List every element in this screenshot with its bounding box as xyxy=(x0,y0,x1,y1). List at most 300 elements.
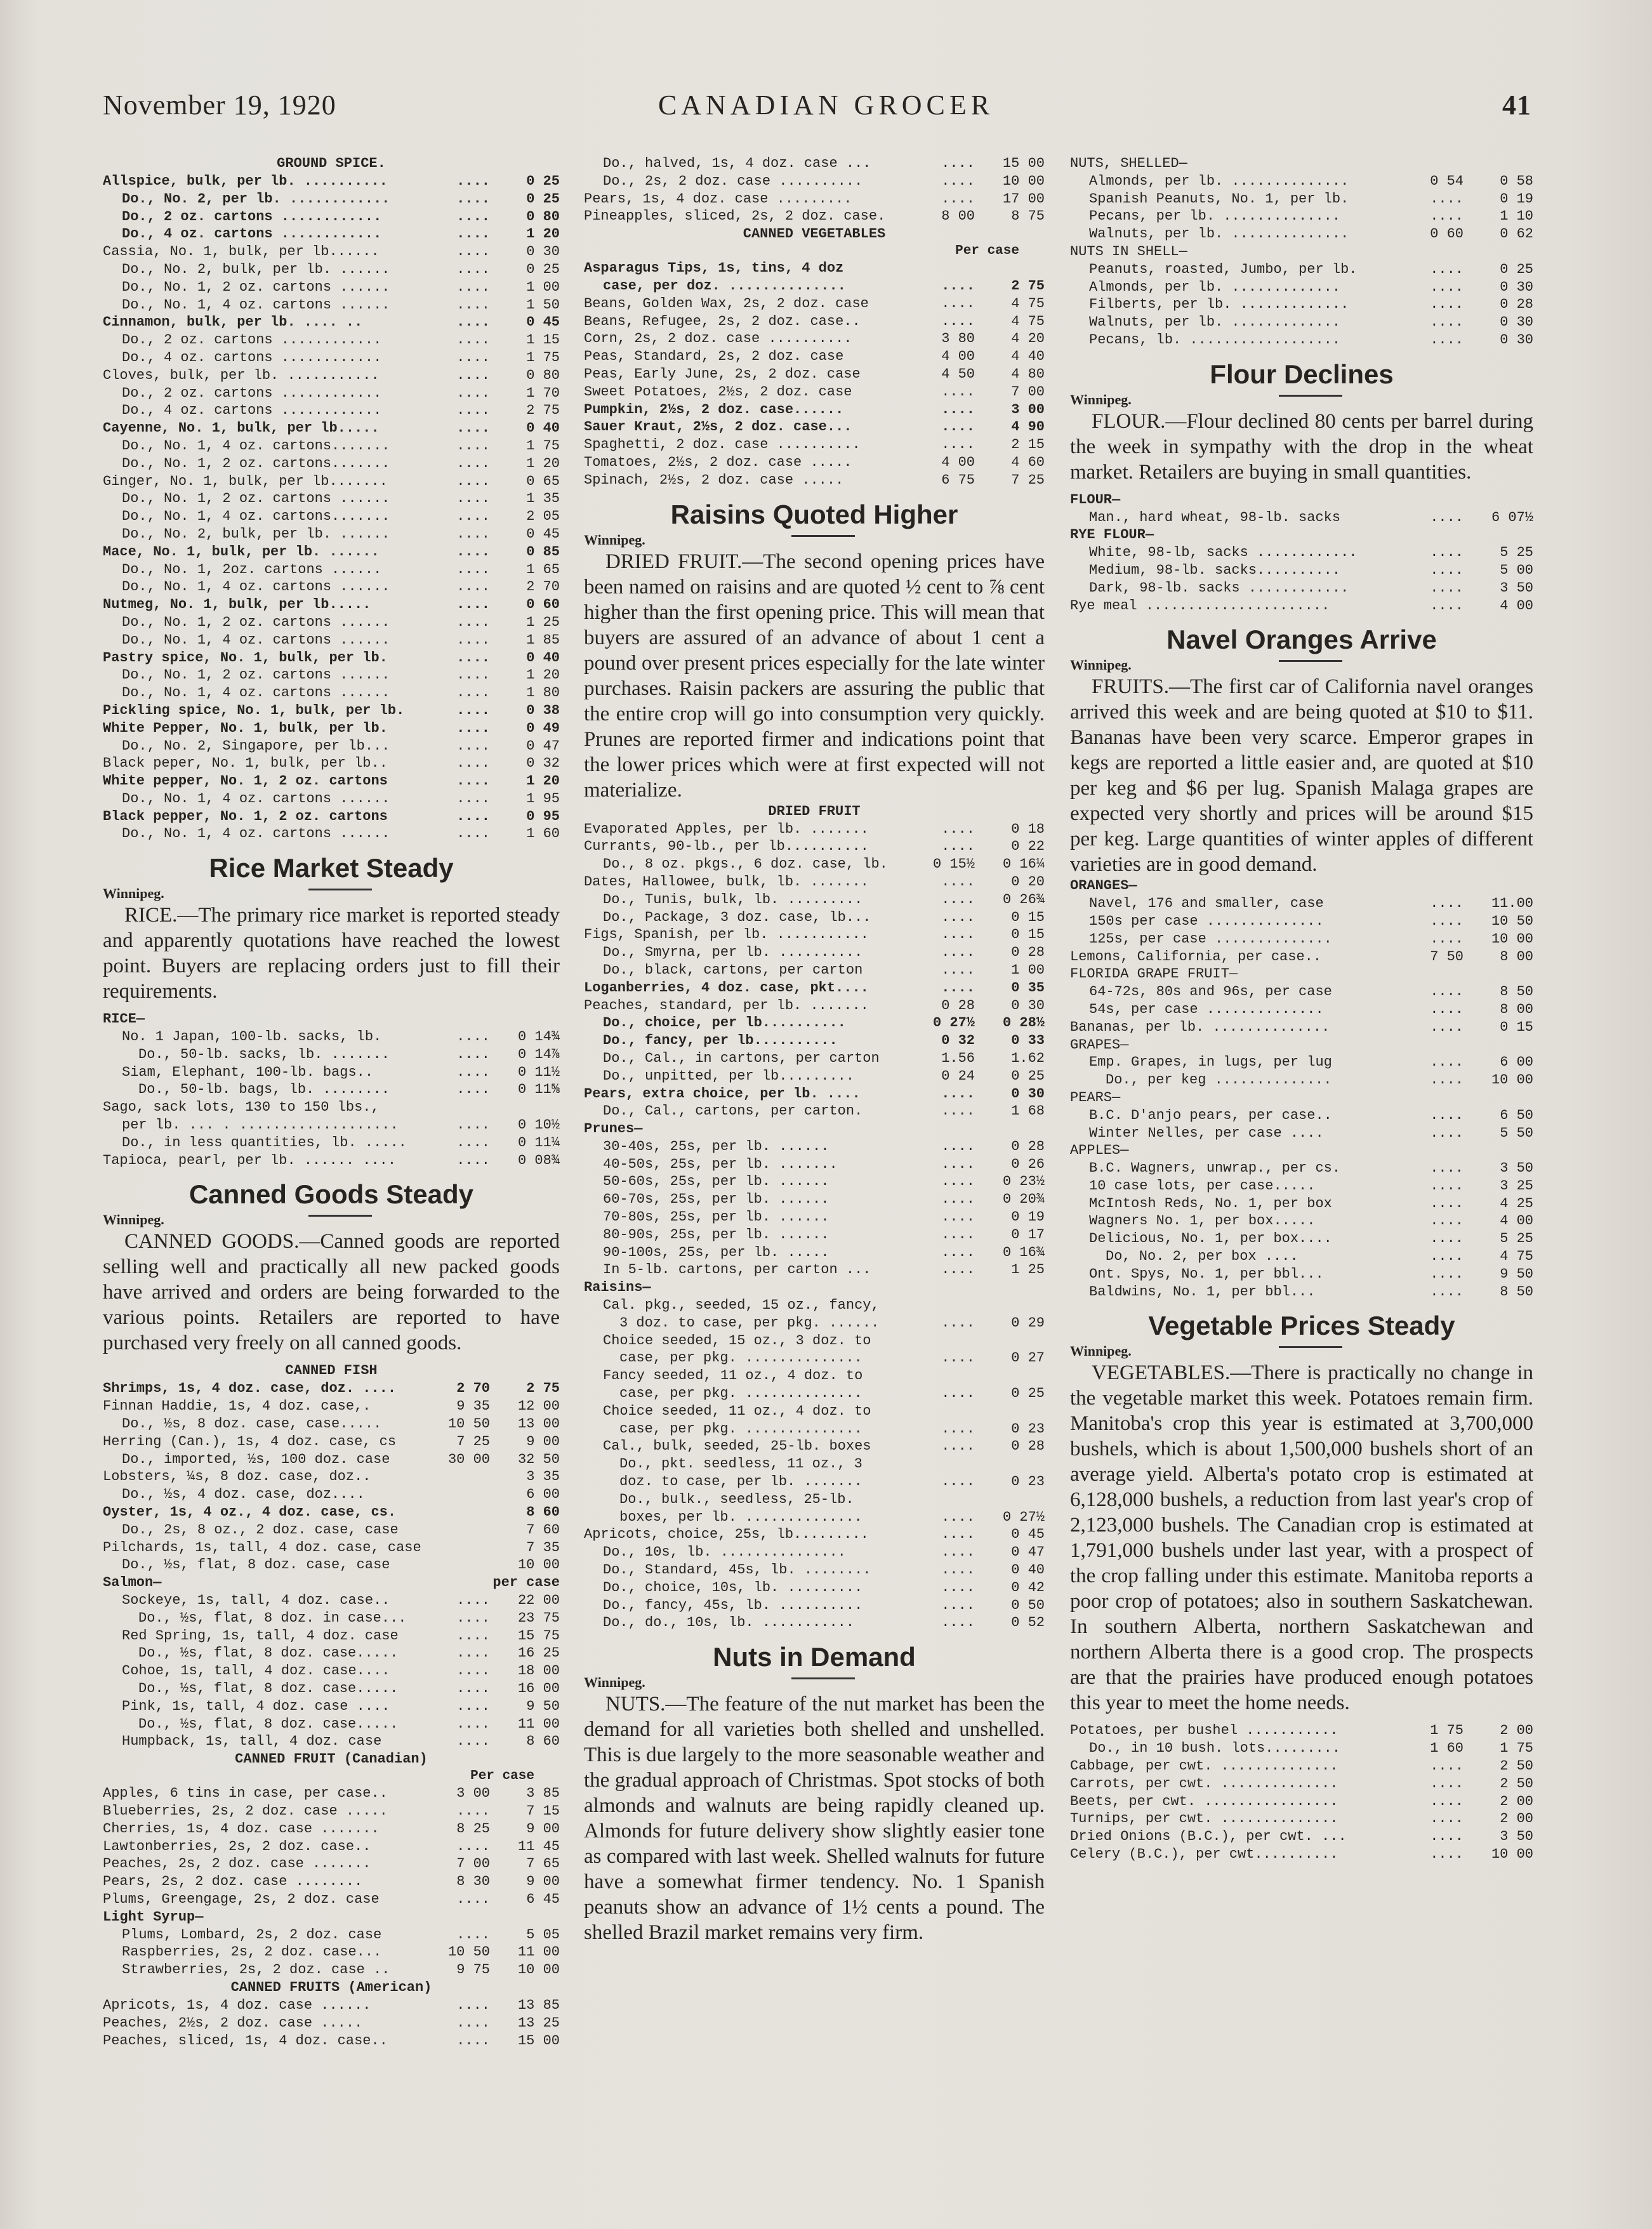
price-high: 0 20¾ xyxy=(1002,1191,1045,1208)
price-high: 10 00 xyxy=(1491,930,1533,947)
price-low: 30 00 xyxy=(447,1451,490,1467)
price-item-label: Do., Package, 3 doz. case, lb... xyxy=(603,909,871,925)
price-item-label: Black pepper, No. 1, 2 oz. cartons xyxy=(103,808,388,824)
price-item-label: Potatoes, per bushel ........... xyxy=(1070,1723,1338,1739)
price-low: .... xyxy=(941,1579,975,1596)
price-high: 0 10½ xyxy=(517,1117,560,1134)
price-item-label: NUTS, SHELLED— xyxy=(1070,155,1187,171)
price-high: 4 60 xyxy=(1011,454,1045,470)
price-high: 7 35 xyxy=(526,1539,560,1556)
price-row xyxy=(103,772,560,790)
price-row xyxy=(584,891,1045,909)
price-high: 0 45 xyxy=(526,314,560,331)
price-low: .... xyxy=(1430,1054,1464,1071)
price-high: 13 85 xyxy=(517,1997,560,2013)
spacer xyxy=(103,1004,560,1010)
column-left xyxy=(103,155,560,2049)
price-high: 0 25 xyxy=(526,261,560,277)
price-low: .... xyxy=(456,1891,490,1907)
price-high: 4 75 xyxy=(1011,295,1045,312)
price-low: .... xyxy=(941,1262,975,1278)
price-high: 1.62 xyxy=(1011,1050,1045,1066)
price-low: .... xyxy=(456,226,490,242)
price-item-label: Do., No. 2, per lb. ............ xyxy=(122,190,390,207)
price-row xyxy=(1070,279,1533,296)
article-headline: Flour Declines xyxy=(1210,359,1394,389)
price-row xyxy=(103,1046,560,1064)
price-item-label: Cherries, 1s, 4 doz. case ....... xyxy=(103,1820,380,1837)
price-row xyxy=(584,1191,1045,1208)
price-item-label: Evaporated Apples, per lb. ....... xyxy=(584,821,869,837)
price-high: 6 50 xyxy=(1500,1107,1533,1123)
price-low: .... xyxy=(1430,930,1464,947)
price-item-label: Tomatoes, 2½s, 2 doz. case ..... xyxy=(584,454,852,470)
price-row xyxy=(103,1873,560,1891)
price-row xyxy=(103,1802,560,1820)
price-high: 15 75 xyxy=(517,1627,560,1644)
price-item-label: ORANGES— xyxy=(1070,878,1137,894)
price-high: 0 27½ xyxy=(1002,1509,1045,1525)
price-row xyxy=(1070,1001,1533,1019)
price-item-label: Sockeye, 1s, tall, 4 doz. case.. xyxy=(122,1592,390,1609)
price-row xyxy=(584,348,1045,366)
price-item-label: case, per pkg. .............. xyxy=(619,1420,862,1437)
price-high: 5 50 xyxy=(1500,1125,1533,1141)
price-row xyxy=(584,1438,1045,1455)
price-row xyxy=(103,1644,560,1662)
price-high: 0 60 xyxy=(526,597,560,613)
price-item-label: Do., 2 oz. cartons ............ xyxy=(122,385,382,401)
price-row xyxy=(584,1367,1045,1385)
price-item-label: 50-60s, 25s, per lb. ...... xyxy=(603,1174,829,1190)
price-high: 8 50 xyxy=(1500,1283,1533,1300)
price-item-label: Pears, extra choice, per lb. .... xyxy=(584,1085,861,1102)
price-row xyxy=(103,2014,560,2032)
price-item-label: 125s, per case .............. xyxy=(1089,930,1332,947)
article-headline: Raisins Quoted Higher xyxy=(670,499,958,529)
price-item-label: Pilchards, 1s, tall, 4 doz. case, case xyxy=(103,1539,421,1556)
price-low: .... xyxy=(456,349,490,366)
price-row xyxy=(103,261,560,279)
price-item-label: Pastry spice, No. 1, bulk, per lb. xyxy=(103,649,388,666)
price-row xyxy=(103,173,560,190)
price-item-label: No. 1 Japan, 100-lb. sacks, lb. xyxy=(122,1029,382,1045)
price-row xyxy=(103,632,560,649)
price-low: .... xyxy=(456,1627,490,1644)
price-low: .... xyxy=(941,1314,975,1331)
price-high: 0 18 xyxy=(1011,821,1045,837)
price-high: 7 65 xyxy=(526,1856,560,1872)
price-low: .... xyxy=(456,332,490,348)
price-low: .... xyxy=(1430,913,1464,929)
price-high: 0 20 xyxy=(1011,873,1045,890)
price-item-label: B.C. D'anjo pears, per case.. xyxy=(1089,1107,1332,1123)
price-row xyxy=(584,1544,1045,1561)
article-dateline: Winnipeg. xyxy=(103,1211,560,1229)
price-low: .... xyxy=(456,491,490,507)
price-item-label: Pecans, per lb. .............. xyxy=(1089,208,1341,225)
price-item-label: APPLES— xyxy=(1070,1142,1129,1159)
price-high: 6 00 xyxy=(1500,1054,1533,1071)
price-low: .... xyxy=(456,261,490,277)
price-high: 1 15 xyxy=(526,332,560,348)
price-row xyxy=(1070,1036,1533,1054)
price-high: 7 00 xyxy=(1011,383,1045,400)
price-item-label: Do., choice, per lb.......... xyxy=(603,1015,846,1031)
price-row xyxy=(1070,965,1533,983)
article-body: CANNED GOODS.—Canned goods are reported selling well and practically all new packed goods have arrived and orders are being forwarded to the various points. Retailers are reported to have purchased very freely on all canned goods. xyxy=(103,1230,560,1355)
price-high: 8 00 xyxy=(1500,948,1533,965)
price-item-label: RICE— xyxy=(103,1011,145,1028)
price-low: .... xyxy=(941,1350,975,1366)
price-item-label: Delicious, No. 1, per box.... xyxy=(1089,1231,1332,1247)
price-row xyxy=(584,1314,1045,1332)
price-item-label: 150s per case .............. xyxy=(1089,913,1324,929)
price-low: .... xyxy=(1430,1846,1464,1863)
price-item-label: Do., No. 1, 4 oz. cartons ...... xyxy=(122,790,390,807)
price-row xyxy=(584,260,1045,277)
price-high: 11 45 xyxy=(517,1838,560,1855)
price-high: 1 25 xyxy=(1011,1262,1045,1278)
price-low: .... xyxy=(941,1226,975,1243)
column-right xyxy=(1070,155,1533,1863)
price-low: 3 80 xyxy=(941,331,975,347)
price-item-label: Lawtonberries, 2s, 2 doz. case.. xyxy=(103,1838,371,1855)
price-item-label: Do., 2s, 2 doz. case .......... xyxy=(603,173,863,189)
price-row xyxy=(584,366,1045,383)
price-row xyxy=(1070,895,1533,913)
article-headline: Navel Oranges Arrive xyxy=(1166,625,1437,655)
price-low: .... xyxy=(1430,1195,1464,1212)
price-row xyxy=(1070,1283,1533,1301)
price-low: .... xyxy=(941,383,975,400)
price-row xyxy=(584,313,1045,331)
price-high: 1 20 xyxy=(526,226,560,242)
price-high: 16 25 xyxy=(517,1645,560,1662)
price-high: 2 05 xyxy=(526,508,560,525)
price-high: 3 25 xyxy=(1500,1177,1533,1194)
article-dateline: Winnipeg. xyxy=(1070,391,1533,409)
price-item-label: Do., halved, 1s, 4 doz. case ... xyxy=(603,155,871,171)
price-row xyxy=(584,1279,1045,1297)
price-high: 0 08¾ xyxy=(517,1152,560,1168)
price-low: .... xyxy=(1430,545,1464,561)
price-item-label: Cabbage, per cwt. .............. xyxy=(1070,1758,1338,1775)
price-low: .... xyxy=(456,649,490,666)
price-item-label: Do., Cal., in cartons, per carton xyxy=(603,1050,880,1066)
price-item-label: Plums, Greengage, 2s, 2 doz. case xyxy=(103,1891,380,1907)
price-item-label: 40-50s, 25s, per lb. ....... xyxy=(603,1156,838,1172)
price-high: 10 00 xyxy=(1491,1072,1533,1088)
price-row xyxy=(584,1138,1045,1156)
price-low: .... xyxy=(1430,1811,1464,1827)
price-low: 0 27½ xyxy=(932,1015,975,1031)
price-low: .... xyxy=(941,1526,975,1543)
price-low: .... xyxy=(1430,1072,1464,1088)
price-low: .... xyxy=(1430,1231,1464,1247)
price-low: .... xyxy=(941,1509,975,1525)
price-row xyxy=(103,1574,560,1592)
price-item-label: Winter Nelles, per case .... xyxy=(1089,1125,1324,1141)
price-item-label: Do., 4 oz. cartons ............ xyxy=(122,402,382,419)
price-high: 2 75 xyxy=(526,402,560,419)
price-high: 3 85 xyxy=(526,1785,560,1802)
price-high: 0 25 xyxy=(526,173,560,189)
price-item-label: Light Syrup— xyxy=(103,1908,204,1925)
price-item-label: Finnan Haddie, 1s, 4 doz. case,. xyxy=(103,1398,371,1415)
price-item-label: Do., black, cartons, per carton xyxy=(603,962,863,978)
price-item-label: Do., ½s, 8 doz. case, case..... xyxy=(122,1416,382,1432)
article-headline: Nuts in Demand xyxy=(713,1642,916,1672)
price-item-label: 80-90s, 25s, per lb. ...... xyxy=(603,1226,829,1243)
price-low: 9 35 xyxy=(456,1398,490,1415)
price-row xyxy=(584,909,1045,927)
price-high: 2 70 xyxy=(526,579,560,595)
price-low: .... xyxy=(456,437,490,454)
price-item-label: Do., ½s, flat, 8 doz. case..... xyxy=(138,1645,399,1662)
price-low: .... xyxy=(941,1544,975,1561)
price-high: 4 75 xyxy=(1011,313,1045,329)
price-row xyxy=(103,190,560,208)
price-low: .... xyxy=(1430,1758,1464,1775)
price-low: 0 28 xyxy=(941,997,975,1014)
price-item-label: Celery (B.C.), per cwt.......... xyxy=(1070,1846,1338,1863)
price-row xyxy=(103,2032,560,2050)
price-high: 0 19 xyxy=(1500,190,1533,207)
price-item-label: Dried Onions (B.C.), per cwt. ... xyxy=(1070,1829,1347,1845)
price-low: .... xyxy=(941,155,975,171)
price-high: 0 15 xyxy=(1011,909,1045,925)
price-row xyxy=(584,383,1045,401)
price-item-label: Do., No. 1, 4 oz. cartons ...... xyxy=(122,632,390,648)
article-headline: Vegetable Prices Steady xyxy=(1148,1311,1455,1341)
price-low: .... xyxy=(941,909,975,925)
price-low: .... xyxy=(941,891,975,908)
price-low: .... xyxy=(456,1698,490,1714)
price-item-label: Peaches, standard, per lb. ....... xyxy=(584,997,869,1014)
price-item-label: Filberts, per lb. ............. xyxy=(1089,296,1349,313)
price-row xyxy=(584,1226,1045,1244)
price-high: 0 40 xyxy=(1011,1562,1045,1578)
price-low: .... xyxy=(1430,1829,1464,1845)
price-low: .... xyxy=(941,979,975,996)
price-row xyxy=(584,190,1045,208)
price-low: .... xyxy=(941,190,975,207)
price-high: 3 35 xyxy=(526,1469,560,1485)
price-high: 0 11¼ xyxy=(517,1134,560,1151)
price-high: 0 52 xyxy=(1011,1615,1045,1631)
price-high: 0 28 xyxy=(1500,296,1533,313)
price-low: 7 00 xyxy=(456,1856,490,1872)
price-low: .... xyxy=(456,402,490,419)
price-high: 9 50 xyxy=(1500,1266,1533,1282)
price-high: 16 00 xyxy=(517,1681,560,1697)
price-low: .... xyxy=(456,808,490,824)
price-row xyxy=(1070,930,1533,948)
price-row xyxy=(584,1102,1045,1120)
price-low: .... xyxy=(941,1562,975,1578)
price-low: .... xyxy=(1430,1283,1464,1300)
price-row xyxy=(584,1420,1045,1438)
price-low: .... xyxy=(456,614,490,630)
price-row xyxy=(103,737,560,755)
price-high: 3 00 xyxy=(1011,401,1045,418)
price-high: 3 50 xyxy=(1500,579,1533,596)
price-low: .... xyxy=(456,1064,490,1080)
price-item-label: Lobsters, ¼s, 8 doz. case, doz.. xyxy=(103,1469,371,1485)
price-item-label: Blueberries, 2s, 2 doz. case ..... xyxy=(103,1802,388,1819)
price-item-label: Siam, Elephant, 100-lb. bags.. xyxy=(122,1064,374,1080)
price-item-label: Do., pkt. seedless, 11 oz., 3 xyxy=(619,1456,862,1472)
price-high: 4 75 xyxy=(1500,1248,1533,1265)
price-low: 0 60 xyxy=(1430,226,1464,242)
price-row xyxy=(103,702,560,720)
price-high: 6 45 xyxy=(526,1891,560,1907)
price-row xyxy=(584,1332,1045,1350)
price-item-label: Do., 50-lb. bags, lb. ........ xyxy=(138,1081,390,1098)
price-row xyxy=(103,437,560,455)
price-item-label: Do., ½s, 4 doz. case, doz.... xyxy=(122,1486,365,1503)
price-low: .... xyxy=(456,667,490,684)
price-low: .... xyxy=(941,295,975,312)
price-section-title: DRIED FRUIT xyxy=(768,803,861,819)
price-low: .... xyxy=(1430,1177,1464,1194)
price-low: .... xyxy=(456,790,490,807)
price-high: 0 95 xyxy=(526,808,560,824)
price-row xyxy=(584,1014,1045,1032)
price-low: .... xyxy=(1430,1793,1464,1809)
price-item-label: Do., 2s, 8 oz., 2 doz. case, case xyxy=(122,1521,399,1538)
price-high: 1 00 xyxy=(1011,962,1045,978)
price-row xyxy=(584,1050,1045,1068)
price-item-label: Pickling spice, No. 1, bulk, per lb. xyxy=(103,702,405,718)
price-high: 13 25 xyxy=(517,2014,560,2031)
price-item-label: Man., hard wheat, 98-lb. sacks xyxy=(1089,509,1341,526)
price-high: 0 40 xyxy=(526,649,560,666)
price-low: .... xyxy=(456,526,490,542)
price-row xyxy=(103,1433,560,1451)
price-row xyxy=(584,1032,1045,1050)
price-row xyxy=(103,1926,560,1944)
price-low: .... xyxy=(941,1174,975,1190)
price-low: .... xyxy=(1430,1019,1464,1035)
price-high: 0 28 xyxy=(1011,1438,1045,1455)
price-low: .... xyxy=(1430,1001,1464,1017)
price-high: 0 30 xyxy=(1500,331,1533,348)
price-item-label: Cayenne, No. 1, bulk, per lb..... xyxy=(103,420,380,437)
price-item-label: Do., ½s, flat, 8 doz. in case... xyxy=(138,1610,407,1626)
price-high: 1 60 xyxy=(526,826,560,842)
price-item-label: Do., No. 1, 2 oz. cartons ...... xyxy=(122,667,390,684)
price-low: 6 75 xyxy=(941,472,975,488)
price-item-label: Choice seeded, 11 oz., 4 doz. to xyxy=(603,1403,871,1419)
price-low: .... xyxy=(456,1046,490,1062)
price-low: .... xyxy=(456,1838,490,1855)
price-row xyxy=(584,401,1045,419)
price-row xyxy=(1070,1230,1533,1248)
price-low: .... xyxy=(456,1681,490,1697)
price-row xyxy=(103,578,560,596)
price-item-label: Peanuts, roasted, Jumbo, per lb. xyxy=(1089,261,1358,277)
price-item-label: B.C. Wagners, unwrap., per cs. xyxy=(1089,1160,1341,1177)
price-row xyxy=(1070,509,1533,527)
price-high: 4 00 xyxy=(1500,597,1533,614)
price-row xyxy=(103,1997,560,2014)
price-item-label: Tapioca, pearl, per lb. ...... .... xyxy=(103,1152,397,1168)
price-high: 0 45 xyxy=(526,526,560,542)
price-row xyxy=(1070,296,1533,314)
price-row xyxy=(1070,948,1533,966)
price-row xyxy=(103,1698,560,1716)
price-row xyxy=(103,825,560,843)
price-low: .... xyxy=(456,826,490,842)
price-high: 2 00 xyxy=(1500,1723,1533,1739)
price-high: 9 00 xyxy=(526,1820,560,1837)
price-row xyxy=(584,1473,1045,1491)
price-high: 11 00 xyxy=(517,1944,560,1961)
price-item-label: Do., ½s, flat, 8 doz. case..... xyxy=(138,1716,399,1732)
price-high: 8 60 xyxy=(526,1504,560,1521)
price-row xyxy=(584,277,1045,295)
price-high: 18 00 xyxy=(517,1663,560,1679)
price-high: 1 85 xyxy=(526,632,560,648)
article-headline: Rice Market Steady xyxy=(209,853,454,883)
price-low: 8 25 xyxy=(456,1820,490,1837)
price-item-label: White Pepper, No. 1, bulk, per lb. xyxy=(103,720,388,736)
price-row xyxy=(1070,331,1533,349)
price-high: 0 47 xyxy=(526,737,560,754)
price-high: 2 00 xyxy=(1500,1793,1533,1809)
price-low: .... xyxy=(456,2032,490,2049)
price-row xyxy=(103,349,560,367)
price-row xyxy=(584,1156,1045,1174)
price-row xyxy=(584,1597,1045,1615)
price-item-label: 30-40s, 25s, per lb. ...... xyxy=(603,1138,829,1154)
article-body: FRUITS.—The first car of California navel oranges arrived this week and are being quoted at $10 to $11. Bananas have been very scarce. Emperor grapes in kegs are reported a little easier and, are quoted at $10 per keg and $6 per lug. Spanish Malaga grapes are expected very shortly and prices will be around $15 per keg. Large quantities of winter apples of different varieties are in good demand. xyxy=(1070,675,1533,876)
price-item-label: Do., choice, 10s, lb. ......... xyxy=(603,1579,863,1596)
price-high: per case xyxy=(492,1575,560,1591)
price-low: 1 75 xyxy=(1430,1723,1464,1739)
price-row xyxy=(103,314,560,331)
price-row xyxy=(584,472,1045,489)
price-high: 1 20 xyxy=(526,667,560,684)
price-low: .... xyxy=(456,455,490,472)
price-high: 17 00 xyxy=(1002,190,1045,207)
price-item-label: Cal., bulk, seeded, 25-lb. boxes xyxy=(603,1438,871,1455)
price-row xyxy=(1070,1740,1533,1757)
price-item-label: PEARS— xyxy=(1070,1089,1121,1106)
price-row xyxy=(584,856,1045,873)
price-high: 4 00 xyxy=(1500,1213,1533,1229)
price-row xyxy=(1070,1828,1533,1846)
price-low: 0 24 xyxy=(941,1068,975,1084)
price-row xyxy=(1070,1019,1533,1036)
price-row xyxy=(1070,597,1533,615)
price-column-header: Per case xyxy=(955,244,1019,259)
price-high: 2 00 xyxy=(1500,1811,1533,1827)
price-item-label: 10 case lots, per case..... xyxy=(1089,1177,1316,1194)
price-row xyxy=(103,420,560,437)
price-item-label: NUTS IN SHELL— xyxy=(1070,243,1187,260)
price-row xyxy=(103,208,560,226)
price-item-label: Apricots, 1s, 4 doz. case ...... xyxy=(103,1997,371,2013)
price-high: 0 27 xyxy=(1011,1350,1045,1366)
price-low: .... xyxy=(456,508,490,525)
price-low: .... xyxy=(941,1474,975,1490)
price-row xyxy=(103,1099,560,1116)
price-row xyxy=(1070,544,1533,562)
price-low: .... xyxy=(456,1592,490,1609)
